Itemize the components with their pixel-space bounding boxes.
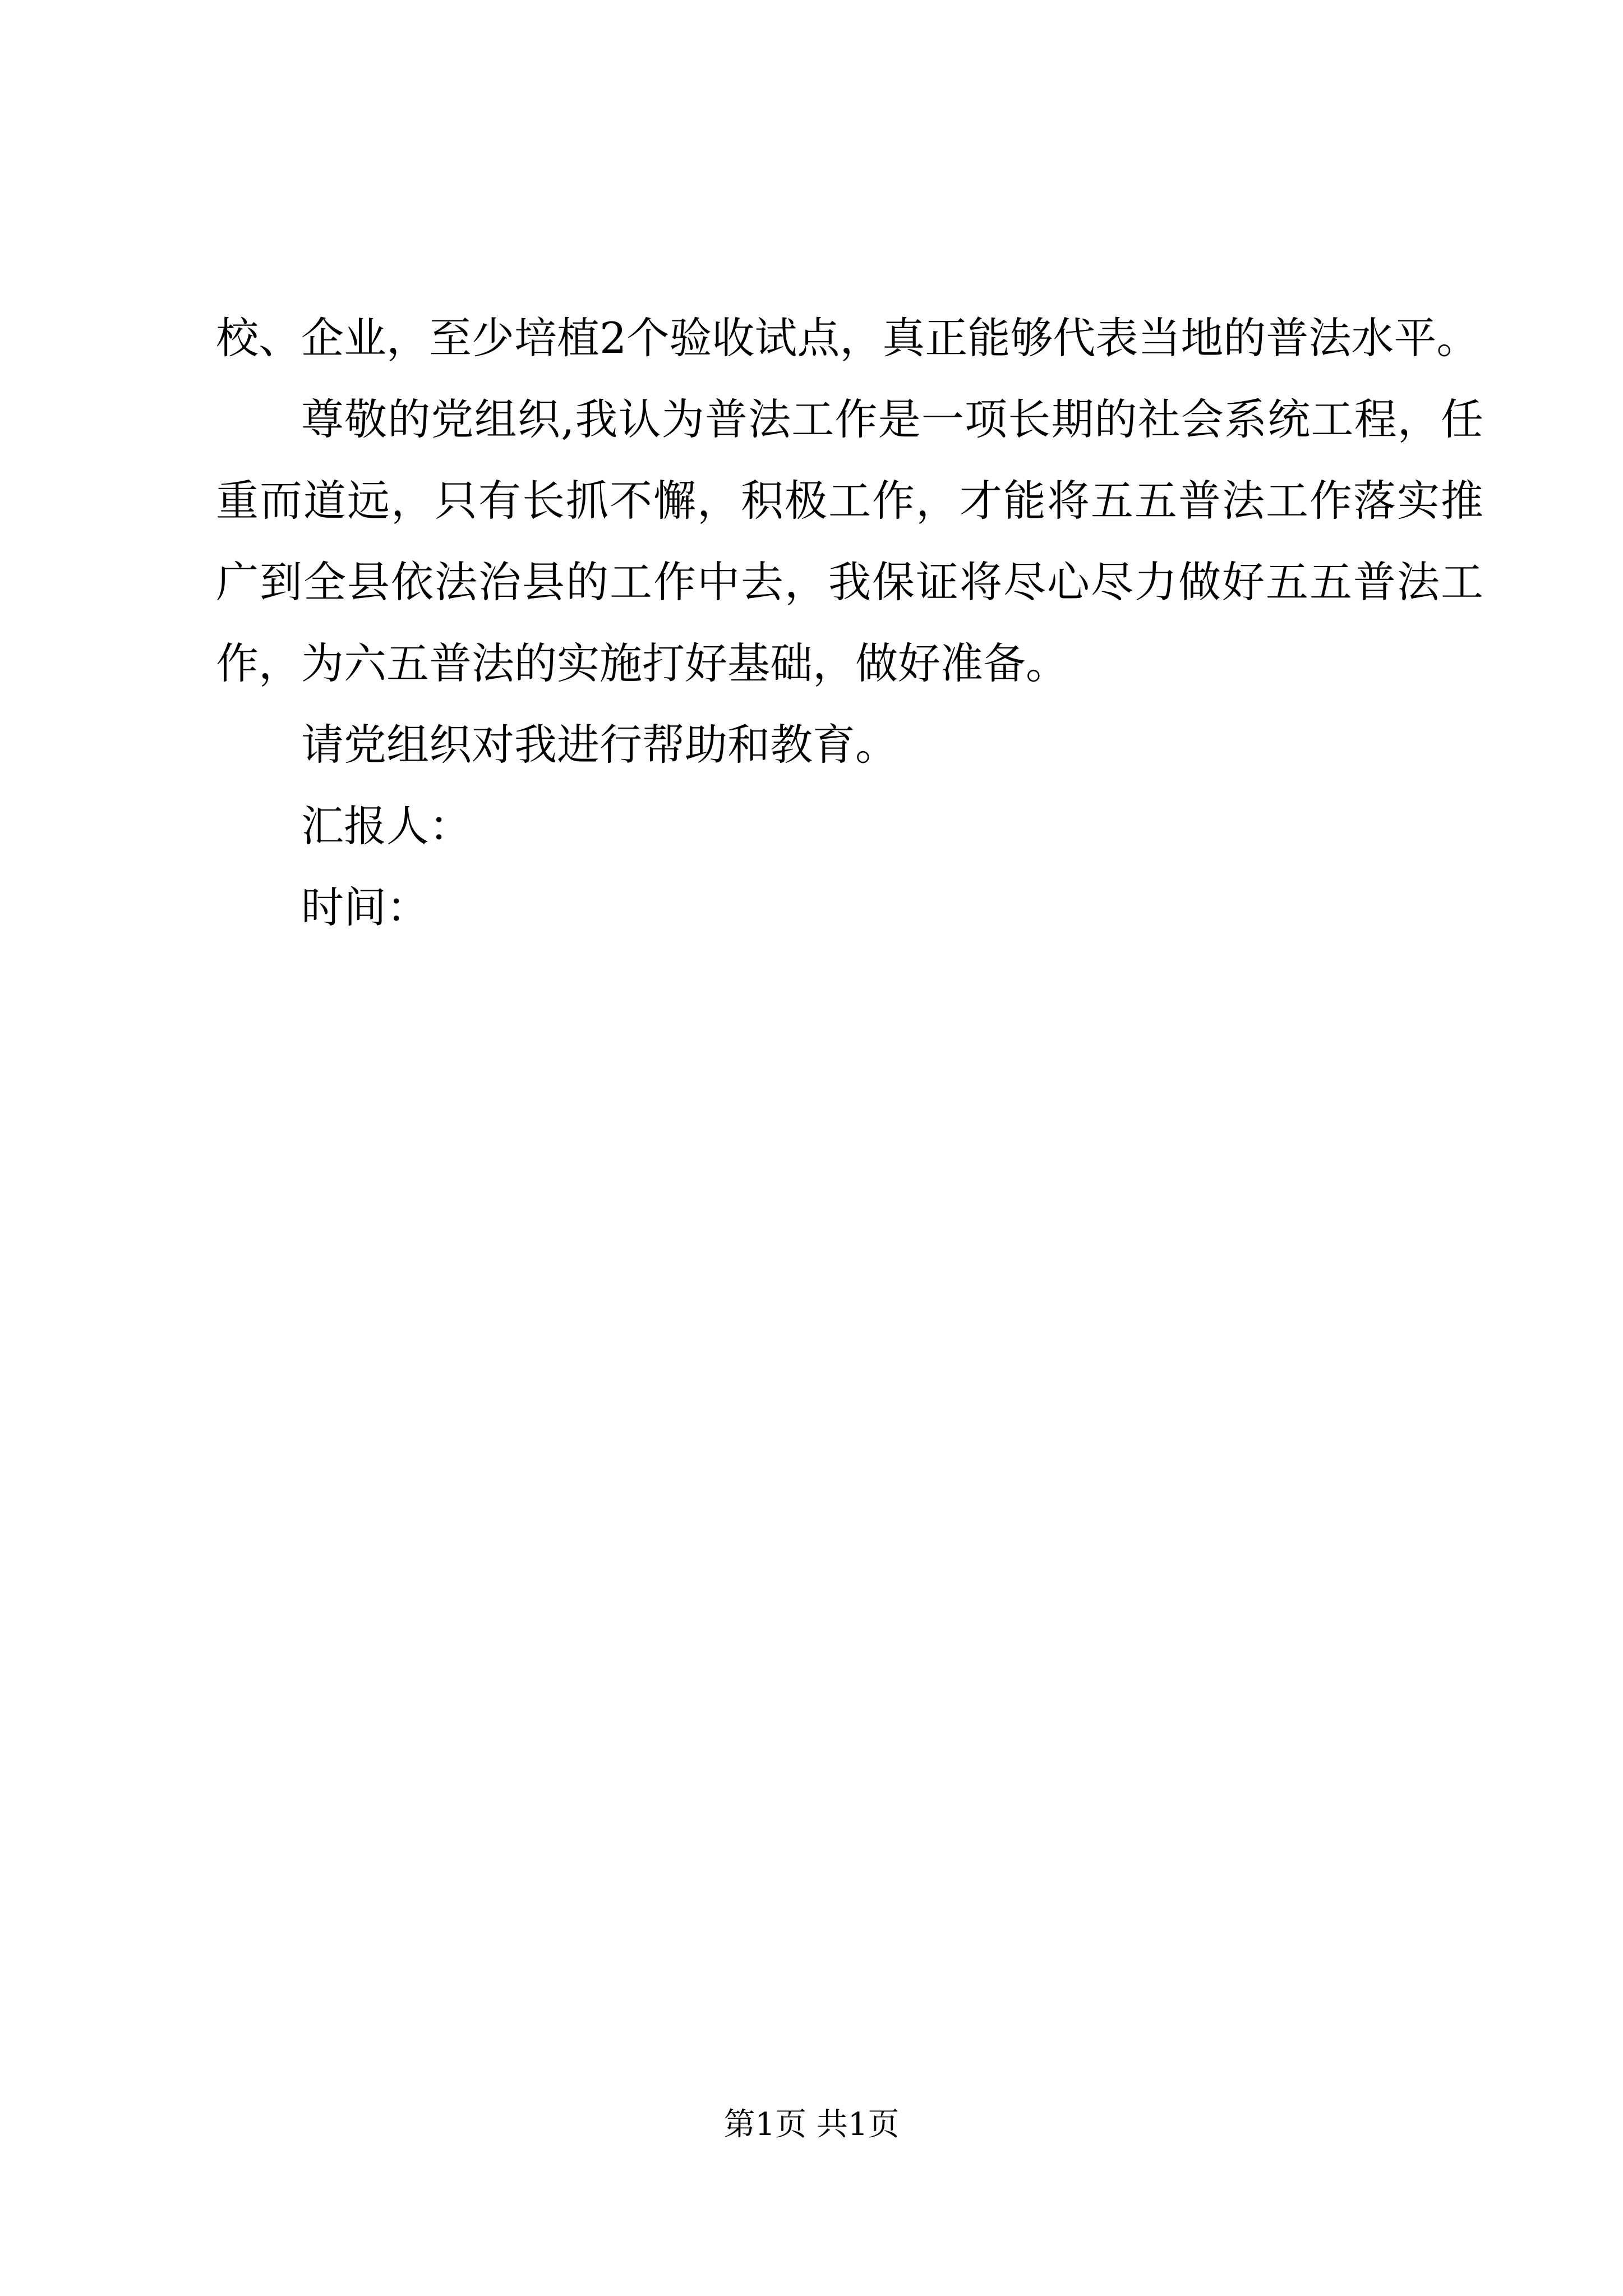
reporter-label: 汇报人： xyxy=(301,801,472,851)
document-body xyxy=(216,297,1483,948)
date-label: 时间： xyxy=(301,882,429,932)
paragraph-continuation: 校、企业，至少培植2个验收试点，真正能够代表当地的普法水平。 xyxy=(216,313,1479,363)
paragraph-request: 请党组织对我进行帮助和教育。 xyxy=(301,720,898,770)
paragraph-commitment: 尊敬的党组织,我认为普法工作是一项长期的社会系统工程，任重而道远，只有长抓不懈，积极工作，才能将五五普法工作落实推广到全县依法治县的工作中去，我保证将尽心尽力做好五五普法工作，为六五普法的实施打好基础，做好准备。 xyxy=(216,394,1483,688)
page-number-footer: 第1页 共1页 xyxy=(723,2106,900,2143)
